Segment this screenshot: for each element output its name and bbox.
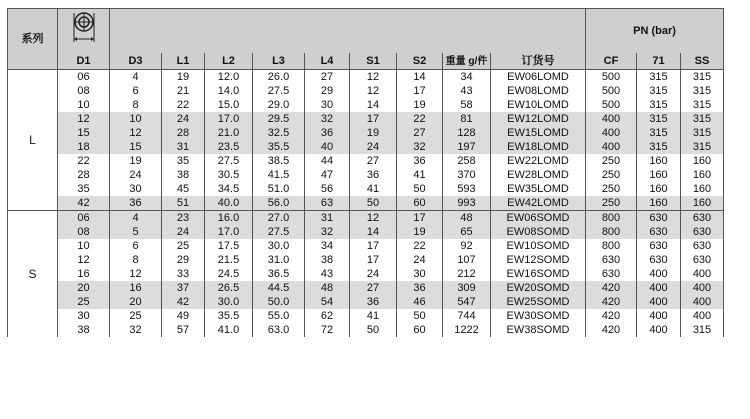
table-cell: 29 [305,84,350,98]
table-cell: 14.0 [205,84,253,98]
table-cell: EW06LOMD [491,70,586,85]
series-label: L [8,70,58,211]
table-cell: 31 [305,211,350,226]
table-cell: 42 [58,196,110,211]
spec-table [7,8,724,337]
table-cell: 24 [350,140,397,154]
table-cell: 27 [350,154,397,168]
table-row [8,253,724,267]
table-cell: EW12SOMD [491,253,586,267]
table-cell: 630 [681,225,724,239]
table-cell: 400 [637,295,681,309]
table-cell: 06 [58,70,110,85]
table-cell: 400 [637,267,681,281]
table-cell: 36 [305,126,350,140]
col-s1: S1 [350,53,397,70]
col-weight: 重量 g/件 [443,53,491,70]
table-cell: 16 [110,281,162,295]
table-cell: 107 [443,253,491,267]
table-cell: 160 [637,182,681,196]
table-cell: 315 [637,84,681,98]
table-cell: 12 [110,126,162,140]
table-cell: 55.0 [253,309,305,323]
table-row [8,281,724,295]
col-order-no: 订货号 [491,53,586,70]
table-cell: 212 [443,267,491,281]
table-cell: 46 [397,295,443,309]
table-cell: 630 [637,239,681,253]
table-cell: 24.5 [205,267,253,281]
table-cell: 744 [443,309,491,323]
table-cell: 12 [350,70,397,85]
table-cell: 400 [637,281,681,295]
table-cell: 17 [350,112,397,126]
col-d3: D3 [110,53,162,70]
table-cell: 630 [637,211,681,226]
table-cell: 60 [397,196,443,211]
table-cell: EW42LOMD [491,196,586,211]
table-cell: EW12LOMD [491,112,586,126]
table-cell: 315 [637,140,681,154]
table-cell: 26.0 [253,70,305,85]
table-row [8,309,724,323]
table-cell: 160 [681,154,724,168]
table-cell: 15.0 [205,98,253,112]
table-cell: 250 [586,154,637,168]
table-cell: 630 [681,239,724,253]
table-cell: 41.5 [253,168,305,182]
table-cell: 30.0 [205,295,253,309]
table-cell: 63.0 [253,323,305,337]
table-cell: 25 [162,239,205,253]
table-cell: 50 [350,323,397,337]
table-row [8,154,724,168]
col-pn-71: 71 [637,53,681,70]
table-cell: 27 [397,126,443,140]
table-cell: 16 [58,267,110,281]
table-cell: 630 [681,211,724,226]
table-cell: EW25SOMD [491,295,586,309]
table-cell: 40.0 [205,196,253,211]
table-cell: 630 [637,225,681,239]
table-cell: 23.5 [205,140,253,154]
table-cell: 315 [681,112,724,126]
table-cell: 24 [397,253,443,267]
table-cell: 31.0 [253,253,305,267]
table-cell: 12 [350,211,397,226]
table-cell: 315 [681,126,724,140]
table-cell: 17 [350,253,397,267]
table-cell: 16.0 [205,211,253,226]
table-cell: 160 [637,168,681,182]
table-cell: 27.5 [205,154,253,168]
table-cell: 22 [58,154,110,168]
table-cell: 12 [58,253,110,267]
table-cell: 400 [637,309,681,323]
table-cell: 160 [681,196,724,211]
table-row [8,112,724,126]
table-cell: 6 [110,84,162,98]
fitting-symbol-icon [64,9,104,49]
table-cell: 27.5 [253,84,305,98]
table-cell: 315 [637,126,681,140]
table-cell: 43 [443,84,491,98]
table-cell: 14 [397,70,443,85]
table-cell: 58 [443,98,491,112]
table-cell: 06 [58,211,110,226]
table-cell: 160 [681,182,724,196]
table-cell: 35.5 [205,309,253,323]
table-cell: 500 [586,98,637,112]
table-cell: 47 [305,168,350,182]
table-cell: 32 [305,225,350,239]
table-cell: 8 [110,98,162,112]
table-cell: 15 [110,140,162,154]
table-cell: 315 [637,112,681,126]
table-cell: 370 [443,168,491,182]
table-cell: 800 [586,239,637,253]
table-cell: 800 [586,225,637,239]
table-cell: 630 [637,253,681,267]
col-l1: L1 [162,53,205,70]
table-cell: 38 [305,253,350,267]
table-cell: EW15LOMD [491,126,586,140]
table-cell: 420 [586,309,637,323]
table-cell: 10 [58,98,110,112]
table-cell: 24 [350,267,397,281]
spec-table-container [7,8,724,337]
table-cell: 19 [397,98,443,112]
table-cell: 30 [305,98,350,112]
table-cell: EW30SOMD [491,309,586,323]
table-cell: 25 [110,309,162,323]
table-cell: 500 [586,84,637,98]
table-row [8,84,724,98]
table-cell: 258 [443,154,491,168]
table-cell: 32 [397,140,443,154]
table-cell: 26.5 [205,281,253,295]
col-d1: D1 [58,53,110,70]
table-cell: 19 [350,126,397,140]
table-cell: 17 [350,239,397,253]
table-row [8,239,724,253]
table-cell: 50.0 [253,295,305,309]
table-cell: 35 [162,154,205,168]
table-cell: 44.5 [253,281,305,295]
table-cell: 21 [162,84,205,98]
table-cell: 1222 [443,323,491,337]
table-cell: 32 [305,112,350,126]
table-cell: 28 [58,168,110,182]
table-cell: 36.5 [253,267,305,281]
table-cell: 57 [162,323,205,337]
table-row [8,140,724,154]
table-cell: 45 [162,182,205,196]
table-cell: 400 [681,267,724,281]
table-cell: 400 [586,126,637,140]
table-cell: 160 [637,154,681,168]
table-cell: 63 [305,196,350,211]
table-cell: 29.5 [253,112,305,126]
table-cell: 4 [110,70,162,85]
table-cell: 24 [162,112,205,126]
table-cell: 92 [443,239,491,253]
table-row [8,126,724,140]
table-cell: 420 [586,295,637,309]
table-cell: 48 [305,281,350,295]
table-cell: 27.0 [253,211,305,226]
series-header: 系列 [8,9,58,70]
table-cell: 400 [637,323,681,337]
table-cell: 309 [443,281,491,295]
table-cell: 128 [443,126,491,140]
table-cell: 315 [637,70,681,85]
table-cell: 56 [305,182,350,196]
table-cell: 37 [162,281,205,295]
table-cell: 250 [586,196,637,211]
table-cell: 60 [397,323,443,337]
table-cell: EW38SOMD [491,323,586,337]
table-cell: 20 [58,281,110,295]
table-cell: 12.0 [205,70,253,85]
table-cell: 17.0 [205,112,253,126]
table-cell: 24 [110,168,162,182]
table-cell: 65 [443,225,491,239]
table-row [8,225,724,239]
table-cell: 10 [58,239,110,253]
table-cell: 36 [110,196,162,211]
table-cell: 20 [110,295,162,309]
table-cell: 400 [681,309,724,323]
table-cell: EW20SOMD [491,281,586,295]
table-cell: 43 [305,267,350,281]
table-cell: 22 [397,239,443,253]
table-cell: 49 [162,309,205,323]
table-cell: 41 [397,168,443,182]
table-cell: 12 [110,267,162,281]
table-cell: 17 [397,211,443,226]
col-s2: S2 [397,53,443,70]
table-cell: 32.5 [253,126,305,140]
col-l2: L2 [205,53,253,70]
table-cell: EW18LOMD [491,140,586,154]
table-cell: 630 [681,253,724,267]
table-cell: 19 [397,225,443,239]
table-cell: 23 [162,211,205,226]
table-cell: 08 [58,84,110,98]
table-cell: 24 [162,225,205,239]
table-cell: 51 [162,196,205,211]
table-cell: 56.0 [253,196,305,211]
spec-table-body [8,70,724,338]
table-cell: 315 [681,70,724,85]
table-cell: 51.0 [253,182,305,196]
table-cell: EW08SOMD [491,225,586,239]
table-cell: 29 [162,253,205,267]
table-cell: 630 [586,267,637,281]
header-spacer [110,9,586,54]
table-cell: 44 [305,154,350,168]
table-cell: 160 [681,168,724,182]
table-cell: 62 [305,309,350,323]
table-cell: EW16SOMD [491,267,586,281]
table-row [8,98,724,112]
pn-header: PN (bar) [586,9,724,54]
series-label: S [8,211,58,338]
col-pn-cf: CF [586,53,637,70]
table-cell: 250 [586,182,637,196]
table-cell: 30.0 [253,239,305,253]
table-cell: 400 [586,140,637,154]
table-cell: 10 [110,112,162,126]
table-row [8,70,724,85]
table-cell: 14 [350,98,397,112]
table-cell: 32 [110,323,162,337]
table-cell: 19 [162,70,205,85]
table-cell: 36 [350,295,397,309]
table-cell: 4 [110,211,162,226]
table-cell: EW22LOMD [491,154,586,168]
table-cell: 34 [443,70,491,85]
table-cell: 12 [350,84,397,98]
table-cell: 28 [162,126,205,140]
table-cell: 250 [586,168,637,182]
table-cell: EW06SOMD [491,211,586,226]
table-cell: 21.0 [205,126,253,140]
table-cell: 17.5 [205,239,253,253]
table-cell: 547 [443,295,491,309]
table-cell: EW28LOMD [491,168,586,182]
table-cell: 33 [162,267,205,281]
col-pn-ss: SS [681,53,724,70]
table-cell: 50 [350,196,397,211]
table-cell: 400 [681,295,724,309]
table-row [8,182,724,196]
table-cell: 38 [58,323,110,337]
table-cell: 22 [397,112,443,126]
table-cell: 36 [397,281,443,295]
table-cell: 38 [162,168,205,182]
table-cell: 36 [397,154,443,168]
table-cell: 34.5 [205,182,253,196]
table-cell: 34 [305,239,350,253]
table-cell: 48 [443,211,491,226]
table-cell: 400 [586,112,637,126]
table-row [8,196,724,211]
col-l3: L3 [253,53,305,70]
table-cell: 315 [637,98,681,112]
table-row [8,211,724,226]
table-cell: 35.5 [253,140,305,154]
table-cell: 25 [58,295,110,309]
table-row [8,168,724,182]
table-cell: 197 [443,140,491,154]
table-cell: 420 [586,281,637,295]
table-cell: 30 [58,309,110,323]
table-cell: 22 [162,98,205,112]
table-row [8,295,724,309]
table-cell: 18 [58,140,110,154]
table-cell: 50 [397,309,443,323]
table-cell: 08 [58,225,110,239]
table-cell: 800 [586,211,637,226]
table-cell: 420 [586,323,637,337]
table-cell: 6 [110,239,162,253]
table-cell: 19 [110,154,162,168]
table-cell: 315 [681,84,724,98]
table-cell: 630 [586,253,637,267]
table-cell: 315 [681,323,724,337]
table-cell: 15 [58,126,110,140]
table-cell: 30.5 [205,168,253,182]
table-cell: 593 [443,182,491,196]
table-cell: 315 [681,140,724,154]
table-cell: 17.0 [205,225,253,239]
table-cell: EW08LOMD [491,84,586,98]
table-cell: EW10SOMD [491,239,586,253]
table-cell: 160 [637,196,681,211]
table-cell: 400 [681,281,724,295]
table-cell: 54 [305,295,350,309]
table-cell: 5 [110,225,162,239]
table-cell: 41 [350,309,397,323]
table-cell: 993 [443,196,491,211]
table-cell: 38.5 [253,154,305,168]
table-cell: 315 [681,98,724,112]
table-row [8,323,724,337]
table-cell: 29.0 [253,98,305,112]
table-cell: 27 [350,281,397,295]
table-cell: 81 [443,112,491,126]
table-cell: 35 [58,182,110,196]
table-cell: 30 [397,267,443,281]
table-cell: 72 [305,323,350,337]
table-cell: 36 [350,168,397,182]
table-cell: 27.5 [253,225,305,239]
table-cell: 50 [397,182,443,196]
table-cell: 27 [305,70,350,85]
table-cell: EW35LOMD [491,182,586,196]
table-cell: 42 [162,295,205,309]
table-cell: 41.0 [205,323,253,337]
table-row [8,267,724,281]
table-cell: 40 [305,140,350,154]
table-cell: 17 [397,84,443,98]
table-cell: 14 [350,225,397,239]
col-l4: L4 [305,53,350,70]
table-cell: 30 [110,182,162,196]
table-cell: 41 [350,182,397,196]
table-cell: EW10LOMD [491,98,586,112]
fitting-symbol-header [58,9,110,54]
table-cell: 500 [586,70,637,85]
table-cell: 31 [162,140,205,154]
table-cell: 12 [58,112,110,126]
table-cell: 21.5 [205,253,253,267]
table-cell: 8 [110,253,162,267]
